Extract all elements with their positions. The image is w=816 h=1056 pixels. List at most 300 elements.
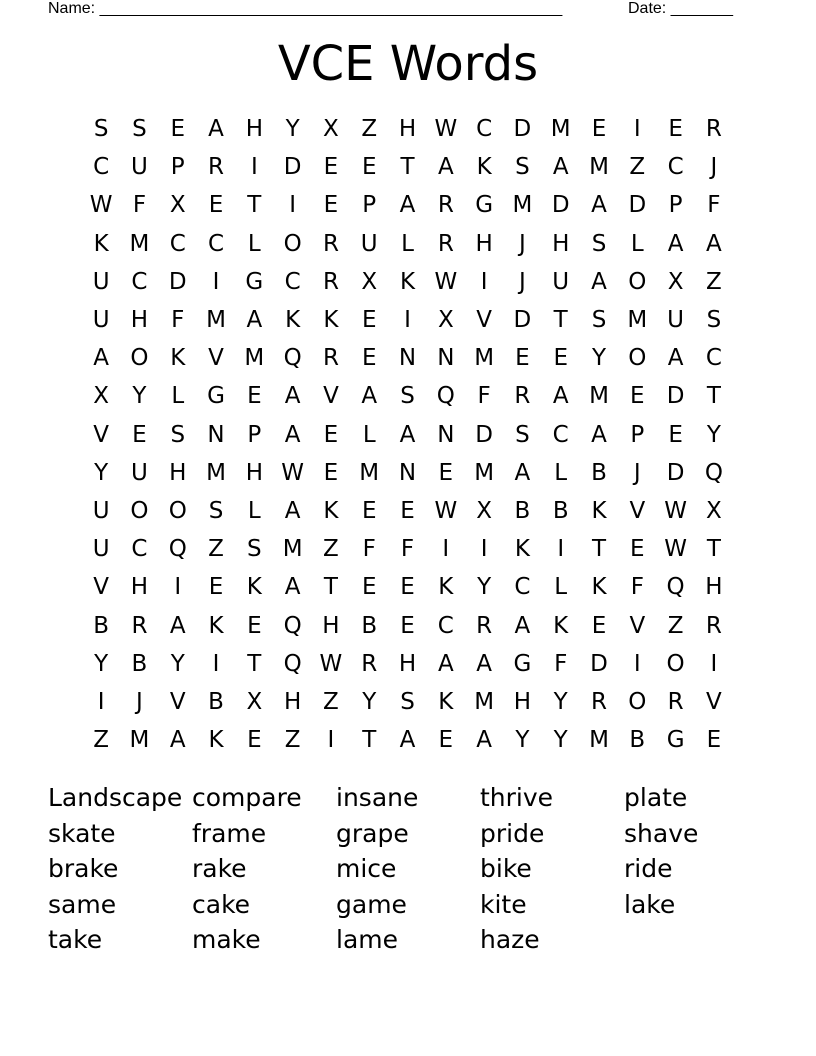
word-list-item: lake <box>624 889 676 919</box>
grid-letter: C <box>169 230 186 257</box>
grid-letter: J <box>519 268 526 295</box>
grid-letter: Z <box>323 536 339 563</box>
grid-letter: D <box>628 192 647 219</box>
grid-letter: F <box>400 536 415 563</box>
grid-letter: K <box>208 612 224 639</box>
grid-letter: K <box>476 154 492 181</box>
word-list-item: same <box>48 889 117 919</box>
grid-letter: C <box>208 230 225 257</box>
grid-letter: O <box>628 345 647 372</box>
grid-row <box>82 301 734 339</box>
grid-letter: E <box>630 383 645 410</box>
grid-letter: T <box>247 192 262 219</box>
grid-letter: L <box>247 230 261 257</box>
grid-letter: J <box>136 688 143 715</box>
grid-letter: E <box>438 459 454 486</box>
grid-letter: A <box>591 421 607 448</box>
grid-letter: A <box>284 574 301 601</box>
grid-letter: E <box>208 192 224 219</box>
grid-row <box>82 530 734 568</box>
grid-letter: C <box>667 154 684 181</box>
grid-letter: V <box>169 688 186 715</box>
grid-row <box>82 721 734 759</box>
grid-letter: A <box>591 268 607 295</box>
grid-letter: E <box>400 497 415 524</box>
word-list-item: lame <box>336 925 398 954</box>
grid-letter: T <box>247 650 262 677</box>
grid-letter: A <box>399 727 416 754</box>
grid-letter: Q <box>168 536 187 563</box>
worksheet-header <box>48 0 748 20</box>
grid-letter: X <box>476 497 492 524</box>
grid-letter: K <box>323 307 339 334</box>
grid-letter: U <box>131 459 148 486</box>
grid-row <box>82 263 734 301</box>
grid-letter: V <box>706 688 722 715</box>
grid-letter: I <box>327 727 335 754</box>
grid-letter: M <box>474 345 495 372</box>
grid-letter: M <box>627 307 648 334</box>
grid-letter: Y <box>132 383 147 410</box>
grid-letter: S <box>515 421 530 448</box>
grid-letter: X <box>169 192 186 219</box>
grid-letter: A <box>552 383 569 410</box>
grid-letter: R <box>322 345 339 372</box>
grid-letter: O <box>628 688 647 715</box>
grid-letter: B <box>208 688 224 715</box>
word-list-item: cake <box>192 889 251 919</box>
grid-letter: A <box>667 230 684 257</box>
grid-letter: G <box>513 650 532 677</box>
name-field-label: Name: ____________________________________________________ <box>48 0 563 17</box>
grid-letter: T <box>591 536 607 563</box>
grid-letter: E <box>361 574 377 601</box>
grid-letter: Q <box>436 383 455 410</box>
grid-letter: M <box>359 459 380 486</box>
grid-letter: S <box>591 307 607 334</box>
grid-letter: Y <box>591 345 607 372</box>
word-list-item: thrive <box>480 783 554 812</box>
grid-letter: M <box>550 116 571 143</box>
grid-letter: E <box>553 345 568 372</box>
grid-letter: K <box>323 497 339 524</box>
grid-letter: C <box>476 116 493 143</box>
grid-letter: N <box>437 345 455 372</box>
grid-letter: B <box>629 727 646 754</box>
grid-letter: I <box>633 650 641 677</box>
word-list-item: rake <box>192 854 247 883</box>
grid-letter: M <box>474 459 495 486</box>
grid-row <box>82 339 734 377</box>
grid-letter: F <box>477 383 491 410</box>
grid-letter: I <box>97 688 105 715</box>
grid-letter: R <box>322 230 339 257</box>
grid-letter: A <box>284 497 301 524</box>
grid-letter: U <box>92 268 110 295</box>
word-list-item: brake <box>48 854 119 883</box>
grid-letter: A <box>246 307 263 334</box>
grid-row <box>82 148 734 186</box>
word-list-item: frame <box>192 818 267 848</box>
grid-letter: I <box>480 536 488 563</box>
grid-row <box>82 454 734 492</box>
grid-letter: A <box>437 650 454 677</box>
grid-letter: I <box>250 154 258 181</box>
grid-letter: R <box>322 268 339 295</box>
grid-letter: V <box>629 497 646 524</box>
grid-letter: C <box>284 268 301 295</box>
grid-letter: O <box>666 650 685 677</box>
grid-letter: M <box>589 727 609 754</box>
grid-letter: E <box>400 574 415 601</box>
grid-letter: E <box>591 116 607 143</box>
grid-letter: W <box>434 268 458 295</box>
grid-letter: R <box>591 688 607 715</box>
grid-letter: D <box>551 192 570 219</box>
grid-letter: R <box>514 383 531 410</box>
grid-letter: K <box>93 230 109 257</box>
word-list-item: pride <box>480 818 545 848</box>
grid-letter: Y <box>706 421 721 448</box>
grid-letter: X <box>667 268 684 295</box>
grid-letter: H <box>130 307 149 334</box>
grid-row <box>82 377 734 415</box>
grid-letter: C <box>705 345 722 372</box>
grid-letter: F <box>707 192 721 219</box>
grid-letter: I <box>557 536 565 563</box>
grid-letter: A <box>514 459 531 486</box>
grid-letter: K <box>170 345 186 372</box>
grid-letter: E <box>170 116 186 143</box>
grid-letter: N <box>398 345 417 372</box>
grid-letter: O <box>130 497 149 524</box>
grid-letter: T <box>553 307 568 334</box>
grid-letter: V <box>208 345 224 372</box>
grid-letter: J <box>633 459 641 486</box>
grid-letter: L <box>362 421 376 448</box>
grid-letter: G <box>207 383 225 410</box>
grid-letter: H <box>398 650 417 677</box>
grid-letter: G <box>475 192 494 219</box>
grid-letter: U <box>92 307 110 334</box>
grid-letter: Y <box>553 688 568 715</box>
grid-letter: Z <box>93 727 110 754</box>
grid-letter: E <box>630 536 645 563</box>
grid-letter: G <box>245 268 264 295</box>
grid-letter: U <box>667 307 685 334</box>
grid-letter: E <box>361 154 377 181</box>
grid-letter: N <box>437 421 455 448</box>
grid-letter: Z <box>667 612 684 639</box>
grid-letter: H <box>552 230 570 257</box>
grid-letter: Y <box>285 116 300 143</box>
grid-letter: J <box>710 154 718 181</box>
grid-letter: B <box>514 497 531 524</box>
grid-letter: F <box>132 192 147 219</box>
grid-letter: H <box>398 116 417 143</box>
grid-letter: D <box>666 459 685 486</box>
grid-letter: X <box>361 268 378 295</box>
word-search-grid <box>82 110 734 759</box>
word-list-item: take <box>48 925 103 954</box>
grid-letter: Q <box>283 612 302 639</box>
grid-letter: M <box>244 345 265 372</box>
grid-letter: H <box>245 459 263 486</box>
grid-letter: Z <box>629 154 646 181</box>
grid-letter: R <box>131 612 148 639</box>
grid-letter: E <box>591 612 607 639</box>
grid-letter: R <box>437 192 454 219</box>
grid-letter: R <box>705 612 722 639</box>
grid-letter: K <box>285 307 301 334</box>
grid-letter: Z <box>208 536 224 563</box>
grid-letter: B <box>131 650 148 677</box>
grid-letter: F <box>362 536 376 563</box>
word-list <box>48 780 768 958</box>
grid-letter: X <box>93 383 110 410</box>
word-list-row <box>48 922 768 958</box>
grid-letter: S <box>706 307 722 334</box>
grid-letter: Z <box>706 268 722 295</box>
grid-letter: S <box>400 688 415 715</box>
grid-letter: U <box>92 497 110 524</box>
word-list-item: compare <box>192 783 302 812</box>
grid-letter: K <box>553 612 569 639</box>
grid-letter: I <box>404 307 411 334</box>
grid-letter: D <box>590 650 608 677</box>
grid-letter: R <box>705 116 722 143</box>
grid-letter: E <box>323 421 339 448</box>
grid-letter: O <box>628 268 647 295</box>
word-list-item: kite <box>480 889 527 919</box>
grid-row <box>82 568 734 606</box>
grid-letter: H <box>322 612 340 639</box>
grid-letter: M <box>589 154 609 181</box>
grid-letter: I <box>212 650 220 677</box>
grid-letter: P <box>630 421 645 448</box>
grid-letter: W <box>319 650 343 677</box>
grid-letter: S <box>515 154 530 181</box>
grid-letter: B <box>361 612 378 639</box>
grid-letter: A <box>476 650 492 677</box>
grid-letter: K <box>438 574 454 601</box>
grid-letter: M <box>512 192 533 219</box>
grid-letter: A <box>208 116 224 143</box>
grid-letter: O <box>130 345 149 372</box>
grid-letter: B <box>552 497 569 524</box>
grid-letter: S <box>132 116 147 143</box>
grid-letter: W <box>281 459 304 486</box>
grid-letter: A <box>284 421 301 448</box>
grid-letter: K <box>591 497 607 524</box>
grid-letter: A <box>361 383 378 410</box>
grid-letter: T <box>400 154 415 181</box>
grid-letter: L <box>247 497 261 524</box>
word-list-item: make <box>192 925 261 954</box>
grid-letter: B <box>93 612 110 639</box>
grid-letter: T <box>323 574 338 601</box>
grid-letter: Y <box>362 688 377 715</box>
grid-letter: I <box>174 574 182 601</box>
grid-letter: E <box>247 612 262 639</box>
word-list-item: insane <box>336 783 419 812</box>
grid-letter: P <box>668 192 683 219</box>
grid-letter: E <box>361 307 377 334</box>
grid-letter: W <box>89 192 113 219</box>
grid-letter: U <box>131 154 148 181</box>
grid-letter: F <box>171 307 185 334</box>
grid-letter: Z <box>323 688 339 715</box>
grid-letter: F <box>554 650 568 677</box>
grid-letter: M <box>589 383 609 410</box>
grid-letter: R <box>667 688 684 715</box>
grid-letter: O <box>168 497 187 524</box>
word-list-row <box>48 851 768 887</box>
grid-letter: M <box>474 688 495 715</box>
grid-letter: C <box>131 536 148 563</box>
grid-letter: X <box>437 307 454 334</box>
grid-letter: N <box>207 421 225 448</box>
grid-letter: H <box>283 688 302 715</box>
grid-letter: U <box>92 536 110 563</box>
grid-letter: E <box>668 421 683 448</box>
grid-letter: A <box>93 345 110 372</box>
grid-letter: W <box>434 497 458 524</box>
grid-letter: Y <box>94 459 109 486</box>
word-list-item: Landscape <box>48 783 183 812</box>
grid-letter: L <box>554 459 568 486</box>
grid-row <box>82 683 734 721</box>
grid-letter: C <box>552 421 569 448</box>
grid-letter: X <box>323 116 339 143</box>
grid-letter: A <box>514 612 531 639</box>
grid-letter: X <box>246 688 263 715</box>
grid-letter: V <box>476 307 492 334</box>
grid-letter: Y <box>94 650 109 677</box>
grid-letter: D <box>513 307 532 334</box>
grid-letter: E <box>323 459 339 486</box>
word-list-item: haze <box>480 925 540 954</box>
word-list-item: skate <box>48 818 116 848</box>
grid-letter: W <box>664 536 687 563</box>
grid-letter: T <box>706 383 721 410</box>
grid-letter: Q <box>704 459 723 486</box>
grid-letter: S <box>247 536 262 563</box>
grid-letter: K <box>246 574 262 601</box>
grid-letter: Z <box>361 116 378 143</box>
grid-letter: E <box>208 574 224 601</box>
grid-letter: O <box>283 230 302 257</box>
grid-letter: Q <box>283 650 302 677</box>
word-list-item: ride <box>624 854 673 883</box>
grid-letter: A <box>437 154 454 181</box>
grid-letter: L <box>630 230 644 257</box>
grid-row <box>82 110 734 148</box>
grid-letter: A <box>476 727 492 754</box>
grid-letter: A <box>169 727 186 754</box>
grid-letter: D <box>168 268 187 295</box>
grid-letter: T <box>706 536 721 563</box>
grid-letter: A <box>284 383 301 410</box>
grid-letter: A <box>706 230 722 257</box>
grid-letter: C <box>514 574 531 601</box>
grid-letter: K <box>591 574 607 601</box>
grid-letter: S <box>400 383 415 410</box>
grid-letter: H <box>169 459 187 486</box>
grid-letter: E <box>515 345 530 372</box>
grid-letter: H <box>245 116 263 143</box>
grid-letter: X <box>706 497 722 524</box>
word-list-item: plate <box>624 783 688 812</box>
grid-letter: L <box>171 383 185 410</box>
grid-letter: H <box>130 574 149 601</box>
grid-letter: S <box>170 421 186 448</box>
grid-letter: A <box>169 612 186 639</box>
grid-letter: E <box>400 612 415 639</box>
word-list-row <box>48 887 768 923</box>
grid-letter: A <box>552 154 569 181</box>
grid-letter: S <box>93 116 109 143</box>
grid-letter: E <box>132 421 147 448</box>
grid-letter: H <box>513 688 532 715</box>
grid-letter: K <box>438 688 454 715</box>
grid-letter: H <box>705 574 723 601</box>
grid-letter: Q <box>666 574 685 601</box>
grid-letter: W <box>664 497 687 524</box>
grid-letter: B <box>591 459 607 486</box>
grid-letter: L <box>554 574 568 601</box>
grid-letter: A <box>591 192 607 219</box>
grid-row <box>82 645 734 683</box>
grid-letter: M <box>129 727 150 754</box>
word-list-row <box>48 816 768 852</box>
grid-letter: I <box>480 268 488 295</box>
grid-letter: E <box>323 154 339 181</box>
grid-letter: U <box>552 268 570 295</box>
date-field-label: Date: _______ <box>628 0 733 17</box>
word-list-row <box>48 780 768 816</box>
grid-letter: S <box>208 497 224 524</box>
grid-row <box>82 225 734 263</box>
grid-letter: P <box>170 154 185 181</box>
grid-letter: V <box>93 421 110 448</box>
grid-letter: I <box>710 650 718 677</box>
grid-letter: F <box>630 574 644 601</box>
grid-letter: K <box>208 727 224 754</box>
grid-letter: P <box>362 192 377 219</box>
grid-letter: U <box>360 230 378 257</box>
grid-letter: T <box>362 727 377 754</box>
grid-letter: K <box>514 536 530 563</box>
grid-letter: P <box>247 421 262 448</box>
grid-letter: C <box>131 268 148 295</box>
grid-letter: I <box>633 116 641 143</box>
grid-letter: Y <box>477 574 492 601</box>
grid-letter: C <box>93 154 110 181</box>
grid-letter: D <box>283 154 302 181</box>
grid-letter: M <box>282 536 303 563</box>
grid-letter: N <box>398 459 417 486</box>
grid-letter: R <box>208 154 225 181</box>
grid-letter: E <box>247 727 262 754</box>
grid-letter: A <box>667 345 684 372</box>
grid-letter: J <box>519 230 526 257</box>
grid-letter: A <box>399 421 416 448</box>
grid-letter: V <box>629 612 646 639</box>
grid-letter: I <box>442 536 450 563</box>
grid-letter: G <box>666 727 685 754</box>
grid-letter: C <box>437 612 454 639</box>
